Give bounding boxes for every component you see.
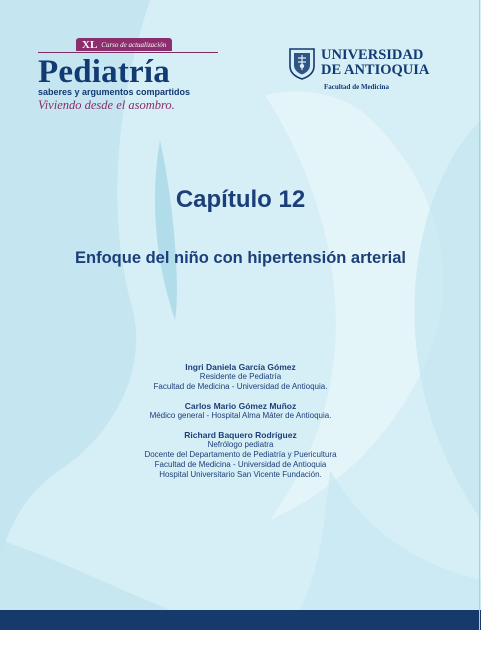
author-affiliation: Facultad de Medicina - Universidad de Antioquia. bbox=[153, 382, 328, 391]
course-label: Curso de actualización bbox=[101, 40, 167, 49]
university-faculty: Facultad de Medicina bbox=[324, 83, 389, 91]
author-2 bbox=[0, 401, 481, 421]
university-seal-icon bbox=[288, 46, 316, 80]
university-name bbox=[321, 48, 429, 78]
course-number: XL bbox=[82, 38, 98, 51]
author-affiliation: Nefrólogo pediatra bbox=[207, 440, 274, 449]
author-name: Carlos Mario Gómez Muñoz bbox=[184, 401, 297, 411]
university-name-line1: UNIVERSIDAD bbox=[321, 47, 424, 63]
university-logo bbox=[288, 46, 448, 96]
author-name: Ingri Daniela García Gómez bbox=[185, 362, 296, 372]
brand-subtitle: saberes y argumentos compartidos bbox=[38, 87, 191, 97]
course-tag bbox=[76, 38, 172, 51]
chapter-label: Capítulo 12 bbox=[175, 186, 306, 213]
brand-title: Pediatría bbox=[38, 54, 170, 90]
brand-motto: Viviendo desde el asombro. bbox=[38, 98, 175, 112]
course-banner bbox=[38, 38, 218, 53]
author-list bbox=[0, 362, 481, 489]
chapter-title: Enfoque del niño con hipertensión arterial bbox=[75, 249, 406, 267]
course-logo bbox=[38, 38, 218, 112]
author-1 bbox=[0, 362, 481, 392]
author-name: Richard Baquero Rodríguez bbox=[184, 430, 297, 440]
author-3 bbox=[0, 430, 481, 480]
author-affiliation: Facultad de Medicina - Universidad de Antioquia bbox=[154, 460, 327, 469]
author-affiliation: Hospital Universitario San Vicente Fundación. bbox=[159, 470, 322, 479]
author-affiliation: Médico general - Hospital Alma Máter de Antioquia. bbox=[149, 411, 332, 420]
university-name-line2: DE ANTIOQUIA bbox=[321, 62, 430, 78]
footer-bar bbox=[0, 610, 481, 630]
author-affiliation: Docente del Departamento de Pediatría y Puericultura bbox=[144, 450, 337, 459]
author-affiliation: Residente de Pediatría bbox=[199, 372, 282, 381]
